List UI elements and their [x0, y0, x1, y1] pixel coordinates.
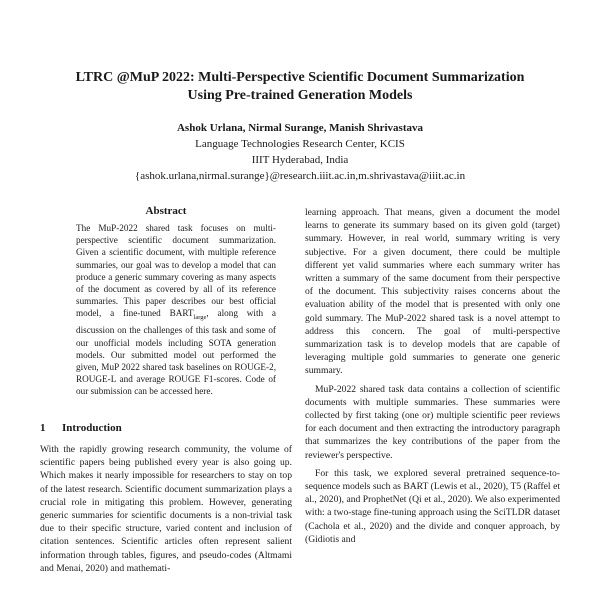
abstract-heading: Abstract [145, 205, 187, 217]
right-paragraph-1: learning approach. That means, given a document the model learns to generate its summary based on its given gold (target) summary. However, in real world, summary writing is very subjective. For a given document, there could be multiple different yet valid summaries where each summary writer has written a summary of the same document from their perspective of the document. This subjectivity raises concerns about the evaluation ability of the model that is presented with only one gold summary. The MuP-2022 shared task is a novel attempt to address this concern. The goal of multi-perspective summarization task is to develop models that are capable of leveraging multiple gold summaries to generate one generic summary. [305, 207, 560, 377]
right-paragraph-2: MuP-2022 shared task data contains a collection of scientific documents with multiple summaries. These summaries were collected by first taking (one or) multiple scientific peer reviews for each document and then extracting the introductory paragraph that summarizes the key contributions of the paper from the reviewer's perspective. [305, 383, 560, 461]
section-heading-introduction [40, 422, 122, 434]
author-names: Ashok Urlana, Nirmal Surange, Manish Shrivastava [176, 122, 423, 134]
abstract-text [76, 222, 276, 398]
paper-title-line-1: LTRC @MuP 2022: Multi-Perspective Scientific Document Summarization [75, 70, 525, 85]
right-paragraph-3: For this task, we explored several pretrained sequence-to-sequence models such as BART (Lewis et al., 2020), T5 (Raffel et al., 2020), and ProphetNet (Qi et al., 2020). We also experimented with: a two-stage fine-tuning approach using the SciTLDR dataset (Cachola et al., 2020) and the divide and conquer approach, by (Gidiotis and [305, 467, 560, 545]
right-column [305, 206, 560, 551]
author-institution: IIIT Hyderabad, India [251, 154, 349, 166]
author-emails: {ashok.urlana,nirmal.surange}@research.iiit.ac.in,m.shrivastava@iiit.ac.in [134, 170, 466, 182]
abstract-subscript: large [193, 314, 207, 322]
abstract-text-part-1: The MuP-2022 shared task focuses on multi-perspective scientific document summarization. Given a scientific document, with multiple reference summaries, our goal was to develop a model that can produce a generic summary covering as many aspects of the document as covered by all of its reference summaries. This paper describes our best official model, a fine-tuned BART [76, 223, 276, 319]
abstract-text-part-2: , along with a discussion on the challenges of this task and some of our unofficial models including SOTA generation models. Our submitted model out performed the given, MuP 2022 shared task baselines on ROUGE-2, ROUGE-L and average ROUGE F1-scores. Code of our submission can be accessed here. [76, 308, 277, 397]
author-affiliation: Language Technologies Research Center, KCIS [195, 138, 405, 150]
paper-title-line-2: Using Pre-trained Generation Models [187, 88, 413, 103]
section-number: 1 [40, 422, 46, 434]
introduction-text: With the rapidly growing research community, the volume of scientific papers being published every year is also going up. Which makes it nearly impossible for researchers to stay on top of the latest research. Scientific document summarization plays a crucial role in mitigating this problem. However, generating generic summaries for scientific documents is a non-trivial task due to their specific structure, varied content and inclusion of citation sentences. Scientific articles often represent salient information through tables, figures, and pseudo-codes (Altmami and Menai, 2020) and mathemati- [40, 444, 292, 574]
section-title: Introduction [62, 422, 122, 434]
